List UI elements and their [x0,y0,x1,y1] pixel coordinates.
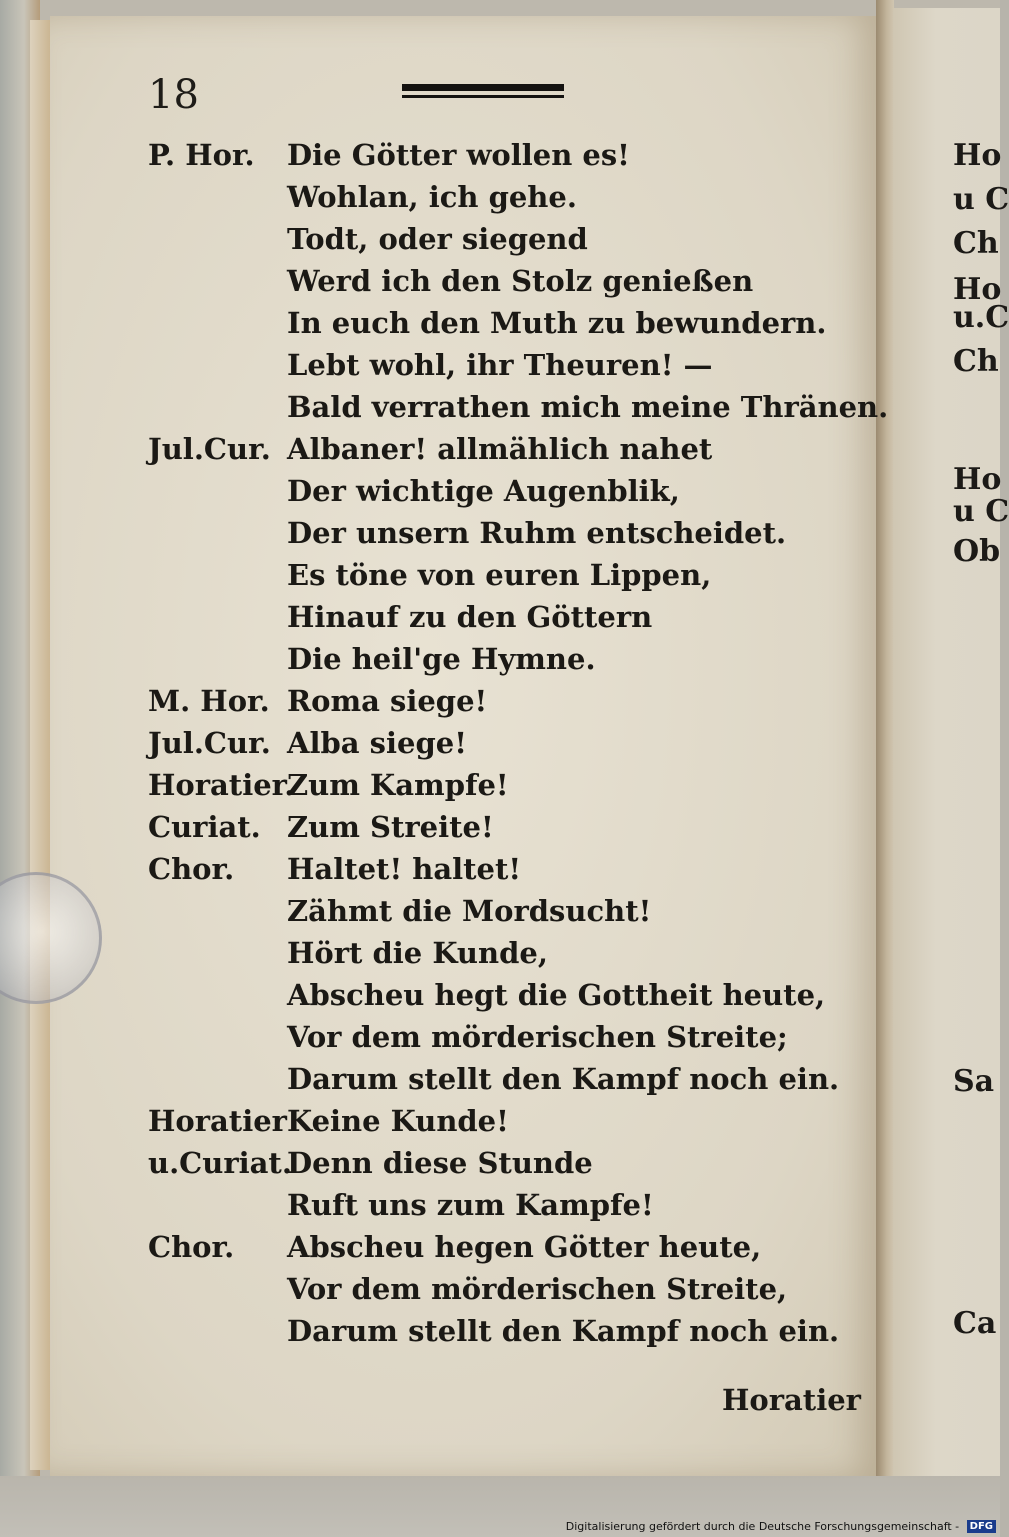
next-page-fragment: Ob [953,534,1001,569]
speaker-label: Chor. [148,852,235,886]
verse-text: Albaner! allmählich nahet [287,432,713,466]
verse-text: Hört die Kunde, [287,936,548,970]
verse-text: Todt, oder siegend [287,222,588,256]
verse-text: In euch den Muth zu bewundern. [287,306,827,340]
dfg-logo: DFG [967,1520,996,1533]
verse-text: Wohlan, ich gehe. [287,180,577,214]
verse-line [0,390,889,432]
verse-line [0,180,880,222]
verse-text: Werd ich den Stolz genießen [287,264,754,298]
speaker-label: Curiat. [148,810,261,844]
verse-line [0,1230,880,1272]
verse-text: Abscheu hegt die Gottheit heute, [287,978,826,1012]
rule-thick [402,84,564,91]
verse-line [0,810,880,852]
verse-text: Zum Streite! [287,810,494,844]
footer-text: Digitalisierung gefördert durch die Deutsche Forschungsgemeinschaft - [565,1519,960,1533]
next-page-fragment: u C [953,182,1009,217]
verse-line [0,1062,880,1104]
verse-text: Der wichtige Augenblik, [287,474,680,508]
verse-text: Vor dem mörderischen Streite, [287,1272,788,1306]
verse-text: Zum Kampfe! [287,768,509,802]
speaker-label: M. Hor. [148,684,270,718]
verse-line [0,138,880,180]
verse-line [0,264,880,306]
verse-text: Bald verrathen mich meine Thränen. [287,390,889,424]
verse-text: Die Götter wollen es! [287,138,630,172]
verse-text: Es töne von euren Lippen, [287,558,712,592]
verse-text: Lebt wohl, ihr Theuren! — [287,348,713,382]
verse-line [0,516,880,558]
verse-text: Hinauf zu den Göttern [287,600,653,634]
catchword: Horatier [722,1383,861,1417]
verse-text: Haltet! haltet! [287,852,522,886]
verse-line [0,600,880,642]
verse-text: Ruft uns zum Kampfe! [287,1188,654,1222]
verse-line [0,1272,880,1314]
verse-line [0,1314,880,1356]
verse-text: Keine Kunde! [287,1104,509,1138]
next-page-fragment: Ho [953,138,1002,173]
verse-line [0,1020,880,1062]
rule-thin [402,95,564,98]
verse-text: Alba siege! [287,726,467,760]
speaker-label: Horatier. [148,768,295,802]
verse-line [0,978,880,1020]
verse-line [0,1188,880,1230]
verse-line [0,684,880,726]
verse-line [0,768,880,810]
speaker-label: Jul.Cur. [148,726,271,760]
speaker-label: Chor. [148,1230,235,1264]
verse-line [0,894,880,936]
speaker-label: P. Hor. [148,138,255,172]
speaker-label: Jul.Cur. [148,432,271,466]
header-rule [402,84,564,102]
verse-line [0,306,880,348]
verse-line [0,348,880,390]
verse-line [0,726,880,768]
page-number: 18 [148,72,199,118]
speaker-label: u.Curiat. [148,1146,292,1180]
verse-line [0,1146,880,1188]
verse-text: Darum stellt den Kampf noch ein. [287,1062,840,1096]
verse-text: Darum stellt den Kampf noch ein. [287,1314,840,1348]
verse-text: Roma siege! [287,684,488,718]
next-page-fragment: Ho [953,272,1002,307]
next-page-fragment: Ho [953,462,1002,497]
verse-text: Denn diese Stunde [287,1146,593,1180]
digitization-footer [566,1520,996,1534]
next-page-fragment: Sa [953,1064,995,1099]
next-page-fragment: u C [953,494,1009,529]
verse-text: Die heil'ge Hymne. [287,642,596,676]
verse-line [0,558,880,600]
verse-line [0,432,880,474]
verse-line [0,222,880,264]
next-page-fragment: Ca [953,1306,997,1341]
next-page-fragment: Ch [953,226,999,261]
verse-text: Vor dem mörderischen Streite; [287,1020,788,1054]
next-page-fragment: u.C [953,300,1009,335]
verse-line [0,642,880,684]
verse-line [0,1104,880,1146]
verse-line [0,936,880,978]
speaker-label: Horatier [148,1104,287,1138]
verse-line [0,852,880,894]
verse-text: Zähmt die Mordsucht! [287,894,652,928]
verse-line [0,474,880,516]
verse-text: Der unsern Ruhm entscheidet. [287,516,787,550]
next-page-fragment: Ch [953,344,999,379]
verse-text: Abscheu hegen Götter heute, [287,1230,762,1264]
